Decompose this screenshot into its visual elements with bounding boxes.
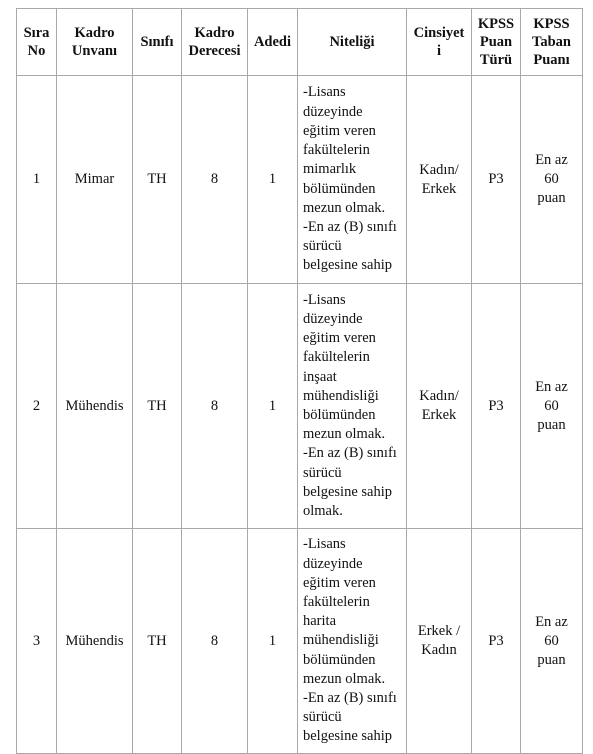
niteligi-line: harita [303, 613, 337, 630]
cinsiyet-line: Erkek [421, 180, 457, 197]
header-text: Kadro [194, 25, 235, 41]
cell-kpss-taban-puani [521, 529, 583, 754]
cinsiyet-line: Erkek / [417, 623, 461, 639]
header-kpss-puan-turu [472, 9, 521, 76]
header-text: Türü [479, 52, 513, 68]
header-text: Derecesi [188, 43, 241, 59]
cell-niteligi [298, 76, 407, 284]
niteligi-line: düzeyinde [303, 310, 363, 327]
niteligi-line: mezun olmak. [303, 670, 386, 687]
taban-puani-line: En az [535, 613, 568, 630]
header-row [17, 9, 583, 76]
niteligi-line: fakültelerin [303, 593, 370, 610]
header-kadro-derecesi [182, 9, 248, 76]
niteligi-line: bölümünden [303, 180, 376, 197]
niteligi-line: sürücü [303, 238, 342, 255]
cell-adedi: 1 [248, 529, 298, 754]
cell-sinifi: TH [133, 76, 182, 284]
niteligi-line: eğitim veren [303, 574, 376, 591]
header-kpss-taban-puani [521, 9, 583, 76]
niteligi-line: belgesine sahip [303, 257, 392, 274]
niteligi-line: olmak. [303, 503, 343, 520]
niteligi-line: düzeyinde [303, 555, 363, 572]
cell-niteligi [298, 284, 407, 529]
header-text: Puan [479, 34, 513, 50]
niteligi-line: mezun olmak. [303, 426, 386, 443]
positions-table [16, 8, 583, 754]
niteligi-line: mezun olmak. [303, 199, 386, 216]
niteligi-line: eğitim veren [303, 122, 376, 139]
taban-puani-line: En az [535, 152, 568, 168]
niteligi-line: mühendisliği [303, 632, 379, 649]
taban-puani-line: 60 [544, 171, 559, 187]
niteligi-line: eğitim veren [303, 330, 376, 347]
header-text: Kadro [74, 25, 115, 41]
cell-kadro-unvani: Mühendis [57, 284, 133, 529]
niteligi-line: belgesine sahip [303, 483, 392, 500]
cell-sira-no: 2 [17, 284, 57, 529]
header-text: Adedi [253, 34, 292, 50]
cell-cinsiyet [407, 529, 472, 754]
niteligi-line: bölümünden [303, 407, 376, 423]
cell-kadro-unvani: Mühendis [57, 529, 133, 754]
taban-puani-line: 60 [544, 397, 559, 414]
niteligi-line: -Lisans [303, 84, 346, 101]
cell-cinsiyet [407, 284, 472, 529]
niteligi-line: -Lisans [303, 536, 346, 553]
cell-sinifi: TH [133, 284, 182, 529]
niteligi-line: -Lisans [303, 291, 346, 308]
niteligi-line: mimarlık [303, 161, 357, 178]
niteligi-line: -En az (B) sınıfı [303, 690, 397, 706]
cell-kadro-derecesi: 8 [182, 76, 248, 284]
cell-adedi: 1 [248, 76, 298, 284]
taban-puani-line: puan [537, 416, 566, 433]
header-adedi [248, 9, 298, 76]
niteligi-line: fakültelerin [303, 349, 370, 366]
niteligi-line: sürücü [303, 709, 342, 726]
niteligi-line: düzeyinde [303, 103, 363, 120]
header-text: Unvanı [71, 43, 118, 59]
taban-puani-line: puan [537, 651, 566, 668]
cinsiyet-line: Kadın/ [419, 161, 459, 178]
header-text: Puanı [533, 52, 570, 68]
header-text: Taban [532, 34, 571, 50]
header-text: i [436, 43, 442, 59]
cell-niteligi [298, 529, 407, 754]
niteligi-line: fakültelerin [303, 142, 370, 159]
cell-cinsiyet [407, 76, 472, 284]
cell-kpss-taban-puani [521, 76, 583, 284]
taban-puani-line: En az [535, 378, 568, 395]
cell-sinifi: TH [133, 529, 182, 754]
cell-kadro-derecesi: 8 [182, 529, 248, 754]
header-sira-no [17, 9, 57, 76]
header-text: KPSS [477, 16, 515, 32]
cell-sira-no: 3 [17, 529, 57, 754]
niteligi-line: sürücü [303, 464, 342, 481]
niteligi-line: belgesine sahip [303, 728, 392, 745]
cinsiyet-line: Kadın/ [419, 388, 459, 404]
table-row [17, 284, 583, 529]
cell-kpss-puan-turu: P3 [472, 284, 521, 529]
cell-kpss-puan-turu: P3 [472, 76, 521, 284]
cinsiyet-line: Kadın [421, 642, 457, 658]
header-cinsiyet [407, 9, 472, 76]
header-text: Sıra [23, 25, 50, 41]
table-row [17, 76, 583, 284]
header-text: Sınıfı [140, 34, 174, 50]
niteligi-line: mühendisliği [303, 387, 379, 404]
taban-puani-line: 60 [544, 632, 559, 649]
header-text: Niteliği [329, 34, 375, 50]
cell-kadro-derecesi: 8 [182, 284, 248, 529]
niteligi-line: -En az (B) sınıfı [303, 445, 397, 462]
cell-kpss-taban-puani [521, 284, 583, 529]
cinsiyet-line: Erkek [421, 407, 457, 423]
cell-kadro-unvani: Mimar [57, 76, 133, 284]
cell-kpss-puan-turu: P3 [472, 529, 521, 754]
header-niteligi [298, 9, 407, 76]
header-text: Cinsiyet [413, 25, 465, 41]
header-text: No [27, 43, 46, 59]
niteligi-line: -En az (B) sınıfı [303, 218, 397, 235]
table-row [17, 529, 583, 754]
niteligi-line: bölümünden [303, 651, 376, 668]
header-kadro-unvani [57, 9, 133, 76]
cell-adedi: 1 [248, 284, 298, 529]
header-sinifi [133, 9, 182, 76]
taban-puani-line: puan [537, 190, 566, 206]
niteligi-line: inşaat [303, 368, 337, 385]
header-text: KPSS [533, 16, 570, 32]
cell-sira-no: 1 [17, 76, 57, 284]
